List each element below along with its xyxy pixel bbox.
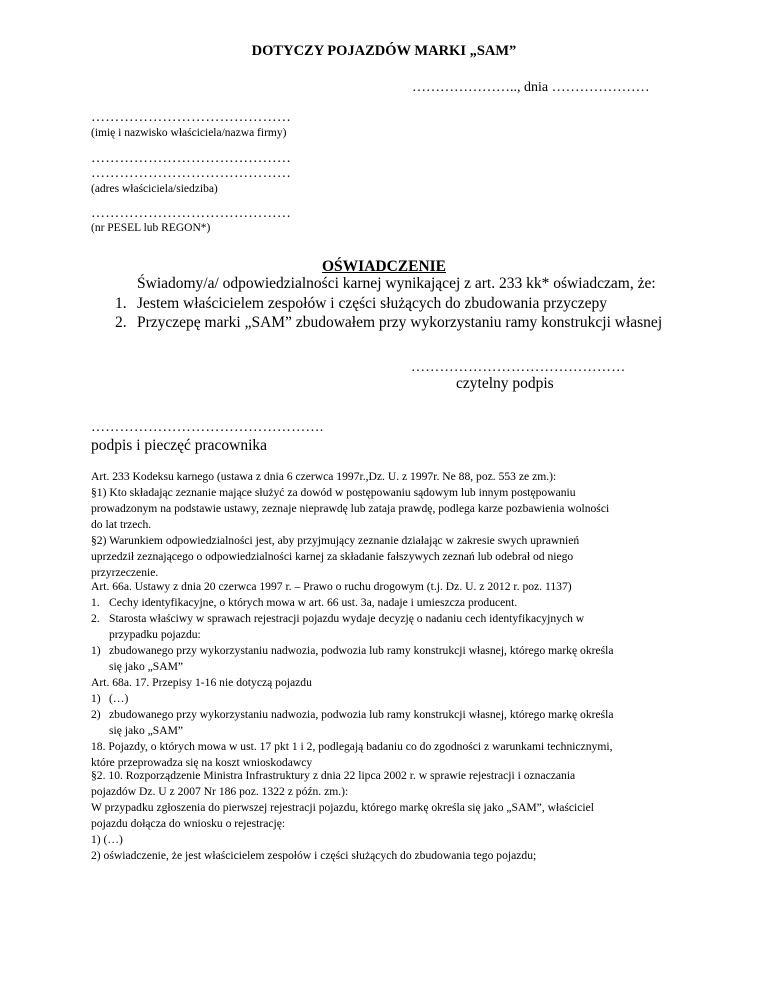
legal-block-traffic-law (91, 579, 613, 771)
statement-number: 1. (115, 295, 127, 312)
legal-line: W przypadku zgłoszenia do pierwszej rejestracji pojazdu, którego markę określa się jako „SAM”, właściciel (91, 801, 594, 814)
legal-item-number: 1. (91, 596, 100, 609)
statement-item (115, 295, 607, 313)
legal-block-regulation (91, 768, 594, 864)
legal-list-item (91, 611, 613, 627)
legal-block-penal-code (91, 469, 609, 581)
id-number-label: (nr PESEL lub REGON*) (91, 222, 211, 234)
legal-item-text: zbudowanego przy wykorzystaniu nadwozia, podwozia lub ramy konstrukcji własnej, którego markę określa (109, 708, 614, 721)
legal-line: §2. 10. Rozporządzenie Ministra Infrastruktury z dnia 22 lipca 2002 r. w sprawie rejestracji i oznaczania (91, 769, 576, 782)
statement-text: Przyczepę marki „SAM” zbudowałem przy wykorzystaniu ramy konstrukcji własnej (137, 314, 663, 331)
legal-line: Art. 233 Kodeksu karnego (ustawa z dnia 6 czerwca 1997r.,Dz. U. z 1997r. Ne 88, poz. 553 ze zm.): (91, 470, 557, 483)
legal-list-item (91, 643, 613, 659)
employee-signature-line: …………………………………………. (91, 420, 324, 435)
address-field-line-1: …………………………………… (91, 151, 292, 166)
legal-list-item (91, 595, 613, 611)
legal-item-text: przypadku pojazdu: (109, 628, 201, 641)
owner-name-field: …………………………………… (91, 110, 292, 125)
legal-list-item (91, 707, 613, 723)
legal-line: Art. 68a. 17. Przepisy 1-16 nie dotyczą pojazdu (91, 676, 312, 689)
employee-signature-label: podpis i pieczęć pracownika (91, 437, 268, 454)
legal-line: Art. 66a. Ustawy z dnia 20 czerwca 1997 r. – Prawo o ruchu drogowym (t.j. Dz. U. z 2012 r. poz. 1137) (91, 580, 572, 593)
legal-item-number: 1) (91, 692, 101, 705)
statement-item (115, 314, 663, 332)
legal-item-text: się jako „SAM” (109, 724, 184, 737)
legal-item-number: 2) (91, 708, 101, 721)
statement-heading: OŚWIADCZENIE (321, 258, 447, 275)
owner-name-label: (imię i nazwisko właściciela/nazwa firmy) (91, 127, 287, 139)
place-date-line: ………………….., dnia ………………… (412, 80, 650, 95)
legal-line: §2) Warunkiem odpowiedzialności jest, aby przyjmujący zeznanie działając w zakresie swych uprawnień (91, 534, 580, 547)
legal-item-text: się jako „SAM” (109, 660, 184, 673)
address-label: (adres właściciela/siedziba) (91, 183, 218, 195)
legal-item-number: 1) (91, 644, 101, 657)
signature-label: czytelny podpis (456, 375, 554, 392)
address-field-line-2: …………………………………… (91, 166, 292, 181)
legal-list-item (91, 691, 613, 707)
legal-line: §1) Kto składając zeznanie mające służyć za dowód w postępowaniu sądowym lub innym postępowaniu (91, 486, 576, 499)
legal-line: do lat trzech. (91, 518, 152, 531)
legal-item-text: Cechy identyfikacyjne, o których mowa w art. 66 ust. 3a, nadaje i umieszcza producent. (109, 596, 518, 609)
legal-line: 18. Pojazdy, o których mowa w ust. 17 pkt 1 i 2, podlegają badaniu co do zgodności z warunkami technicznymi, (91, 740, 613, 753)
id-number-field: …………………………………… (91, 206, 292, 221)
statement-text: Jestem właścicielem zespołów i części służących do zbudowania przyczepy (137, 295, 607, 312)
signature-line: ……………………………………… (411, 360, 626, 375)
legal-line: pojazdów Dz. U z 2007 Nr 186 poz. 1322 z późn. zm.): (91, 785, 349, 798)
legal-item-text: Starosta właściwy w sprawach rejestracji pojazdu wydaje decyzję o nadaniu cech identyfikacyjnych w (109, 612, 585, 625)
legal-line: pojazdu dołącza do wniosku o rejestrację: (91, 817, 286, 830)
legal-line: 2) oświadczenie, że jest właścicielem zespołów i części służących do zbudowania tego pojazdu; (91, 849, 537, 862)
legal-item-text: (…) (109, 692, 129, 705)
document-title: DOTYCZY POJAZDÓW MARKI „SAM” (251, 43, 517, 59)
legal-line: uprzedził zeznającego o odpowiedzialności karnej za składanie fałszywych zeznań lub odebrał od niego (91, 550, 574, 563)
legal-line: prowadzonym na podstawie ustawy, zeznaje nieprawdę lub zataja prawdę, podlega karze pozbawienia wolności (91, 502, 610, 515)
legal-line: 1) (…) (91, 833, 123, 846)
statement-number: 2. (115, 314, 127, 331)
statement-intro: Świadomy/a/ odpowiedzialności karnej wynikającej z art. 233 kk* oświadczam, że: (137, 275, 656, 292)
legal-item-text: zbudowanego przy wykorzystaniu nadwozia, podwozia lub ramy konstrukcji własnej, którego markę określa (109, 644, 614, 657)
legal-line: przyrzeczenie. (91, 566, 159, 579)
legal-line: które przeprowadza się na koszt wnioskodawcy (91, 756, 313, 769)
legal-item-number: 2. (91, 612, 100, 625)
